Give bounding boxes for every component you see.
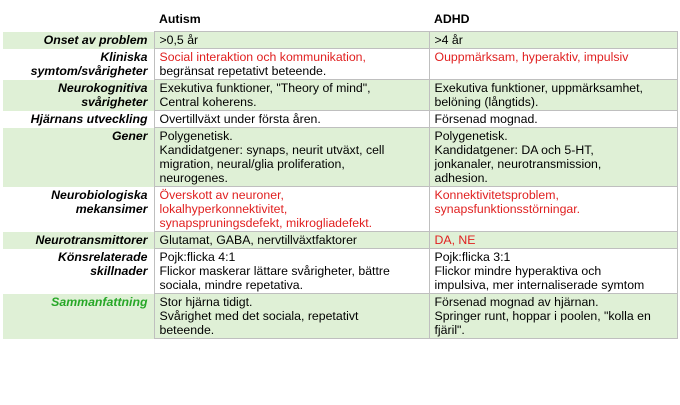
cell-line: Flickor maskerar lättare svårigheter, bättre bbox=[159, 264, 390, 278]
row-label-summary: Sammanfattning bbox=[3, 294, 154, 339]
cell-line: Polygenetisk. bbox=[159, 129, 233, 143]
cell-autism-genes bbox=[154, 128, 429, 187]
cell-line: lokalhyperkonnektivitet, bbox=[159, 202, 288, 216]
row-label-neurobiological: Neurobiologiska mekansimer bbox=[51, 187, 148, 216]
cell-line: Pojk:flicka 3:1 bbox=[434, 250, 511, 264]
header-empty bbox=[3, 0, 154, 32]
cell-line: Social interaktion och kommunikation, bbox=[159, 50, 366, 64]
cell-autism-onset bbox=[154, 32, 429, 49]
cell-line: Central koherens. bbox=[159, 95, 257, 109]
cell-line: Överskott av neuroner, bbox=[159, 188, 284, 202]
cell-line: Stor hjärna tidigt. bbox=[159, 295, 253, 309]
cell-line: Pojk:flicka 4:1 bbox=[159, 250, 236, 264]
cell-line: Springer runt, hoppar i poolen, "kolla en bbox=[434, 309, 651, 323]
cell-line: begränsat repetativt beteende. bbox=[159, 64, 327, 78]
cell-line: Flickor mindre hyperaktiva och bbox=[434, 264, 602, 278]
cell-adhd-neurocognitive bbox=[429, 80, 677, 111]
row-genes bbox=[3, 128, 677, 187]
cell-line: beteende. bbox=[159, 323, 215, 337]
cell-autism-neurotransmitters bbox=[154, 232, 429, 249]
header-autism: Autism bbox=[159, 12, 201, 26]
header-adhd: ADHD bbox=[434, 12, 470, 26]
row-brain-development bbox=[3, 111, 677, 128]
row-clinical bbox=[3, 49, 677, 80]
cell-line: migration, neural/glia proliferation, bbox=[159, 157, 345, 171]
cell-autism-gender-differences bbox=[154, 249, 429, 294]
cell-line: jonkanaler, neurotransmission, bbox=[434, 157, 602, 171]
row-gender-differences bbox=[3, 249, 677, 294]
cell-adhd-gender-differences bbox=[429, 249, 677, 294]
cell-autism-neurocognitive bbox=[154, 80, 429, 111]
cell-autism-brain-development bbox=[154, 111, 429, 128]
row-summary bbox=[3, 294, 677, 339]
row-label-genes: Gener bbox=[3, 128, 154, 187]
row-label-clinical: Kliniska symtom/svårigheter bbox=[30, 49, 148, 78]
cell-line: >0,5 år bbox=[159, 33, 199, 47]
cell-line: belöning (långtids). bbox=[434, 95, 539, 109]
comparison-table bbox=[3, 0, 678, 339]
row-label-onset: Onset av problem bbox=[3, 32, 154, 49]
cell-autism-summary bbox=[154, 294, 429, 339]
cell-adhd-genes bbox=[429, 128, 677, 187]
cell-line: Svårighet med det sociala, repetativt bbox=[159, 309, 359, 323]
cell-line: synapsfunktionsstörningar. bbox=[434, 202, 581, 216]
cell-adhd-neurotransmitters bbox=[429, 232, 677, 249]
cell-line: Ouppmärksam, hyperaktiv, impulsiv bbox=[434, 50, 629, 64]
cell-line: adhesion. bbox=[434, 171, 488, 185]
cell-line: Försenad mognad av hjärnan. bbox=[434, 295, 599, 309]
cell-line: >4 år bbox=[434, 33, 463, 47]
row-neurobiological bbox=[3, 187, 677, 232]
row-label-gender-differences: Könsrelaterade skillnader bbox=[57, 249, 148, 278]
cell-line: Exekutiva funktioner, "Theory of mind", bbox=[159, 81, 371, 95]
cell-line: Polygenetisk. bbox=[434, 129, 508, 143]
cell-line: Konnektivitetsproblem, bbox=[434, 188, 559, 202]
cell-line: Exekutiva funktioner, uppmärksamhet, bbox=[434, 81, 643, 95]
row-label-neurotransmitters: Neurotransmittorer bbox=[3, 232, 154, 249]
cell-line: Overtillväxt under första åren. bbox=[159, 112, 321, 126]
cell-line: fjäril". bbox=[434, 323, 465, 337]
cell-adhd-clinical bbox=[429, 49, 677, 80]
cell-adhd-neurobiological bbox=[429, 187, 677, 232]
cell-autism-neurobiological bbox=[154, 187, 429, 232]
row-neurocognitive bbox=[3, 80, 677, 111]
cell-adhd-onset bbox=[429, 32, 677, 49]
cell-line: neurogenes. bbox=[159, 171, 228, 185]
row-neurotransmitters bbox=[3, 232, 677, 249]
cell-autism-clinical bbox=[154, 49, 429, 80]
row-label-brain-development: Hjärnans utveckling bbox=[30, 111, 148, 126]
cell-line: synapspruningsdefekt, mikrogliadefekt. bbox=[159, 216, 373, 230]
cell-adhd-summary bbox=[429, 294, 677, 339]
cell-line: Kandidatgener: synaps, neurit utväxt, cell bbox=[159, 143, 385, 157]
cell-line: Glutamat, GABA, nervtillväxtfaktorer bbox=[159, 233, 358, 247]
row-label-neurocognitive: Neurokognitiva svårigheter bbox=[3, 80, 154, 111]
cell-line: sociala, mindre repetativa. bbox=[159, 278, 304, 292]
cell-adhd-brain-development bbox=[429, 111, 677, 128]
cell-line: impulsiva, mer internaliserade symtom bbox=[434, 278, 645, 292]
cell-line: Försenad mognad. bbox=[434, 112, 538, 126]
cell-line: Kandidatgener: DA och 5-HT, bbox=[434, 143, 594, 157]
row-onset bbox=[3, 32, 677, 49]
cell-line: DA, NE bbox=[434, 233, 476, 247]
header-row bbox=[3, 0, 677, 32]
